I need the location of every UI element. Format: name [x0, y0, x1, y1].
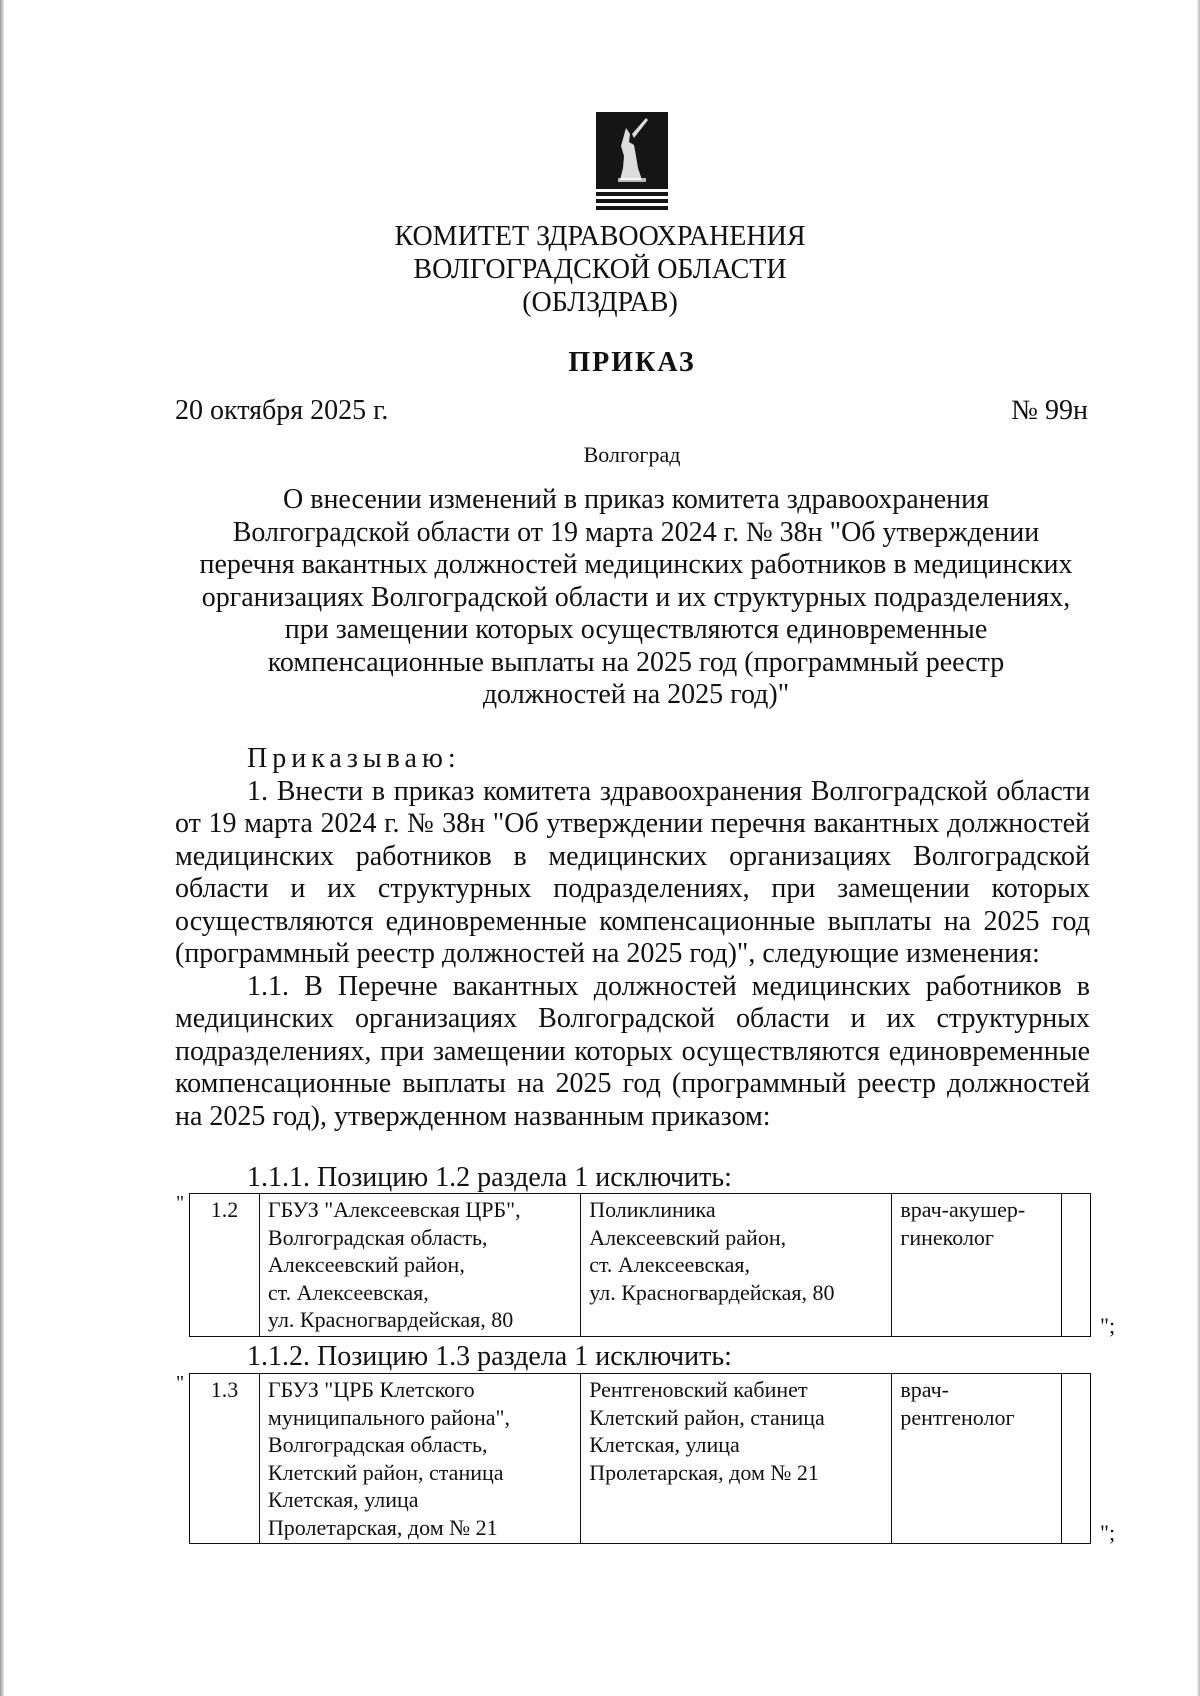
organization-cell — [259, 1194, 580, 1337]
quote-close: "; — [1100, 1520, 1116, 1545]
document-date: 20 октября 2025 г. — [175, 395, 389, 426]
title-line: организациях Волгоградской области и их структурных подразделениях, — [201, 581, 1071, 613]
position-number: 1.2 — [190, 1194, 260, 1337]
empty-cell — [1061, 1194, 1090, 1337]
order-body — [175, 743, 1090, 1133]
position-line: врач-акушер- — [900, 1197, 1026, 1222]
unit-cell — [581, 1194, 892, 1337]
position-line: гинеколог — [900, 1224, 994, 1250]
organization-cell — [259, 1374, 580, 1544]
item-heading: 1.1.2. Позицию 1.3 раздела 1 исключить: — [247, 1341, 732, 1372]
item-heading: 1.1.1. Позицию 1.2 раздела 1 исключить: — [247, 1162, 732, 1193]
position-cell — [892, 1374, 1061, 1544]
table-row — [190, 1374, 1091, 1544]
title-line: при замещении которых осуществляются единовременные — [284, 614, 988, 645]
document-type: ПРИКАЗ — [568, 347, 696, 378]
unit-line: ул. Красногвардейская, 80 — [589, 1279, 835, 1305]
issuer-line-2: ВОЛГОГРАДСКОЙ ОБЛАСТИ — [413, 254, 787, 285]
unit-line: Рентгеновский кабинет — [589, 1377, 808, 1402]
issuer-line-3: (ОБЛЗДРАВ) — [522, 287, 678, 318]
position-table — [189, 1193, 1091, 1337]
unit-cell — [581, 1374, 892, 1544]
title-line: О внесении изменений в приказ комитета здравоохранения — [283, 484, 989, 515]
table-row — [190, 1194, 1091, 1337]
organization-line: муниципального района", — [267, 1404, 510, 1430]
unit-line: Пролетарская, дом № 21 — [589, 1459, 819, 1485]
document-city: Волгоград — [583, 442, 681, 467]
issuer-line-1: КОМИТЕТ ЗДРАВООХРАНЕНИЯ — [394, 221, 806, 252]
organization-line: ГБУЗ "Алексеевская ЦРБ", — [267, 1197, 521, 1222]
quote-open: " — [176, 1192, 185, 1214]
title-line: должностей на 2025 год)" — [482, 679, 790, 710]
title-line: Волгоградской области от 19 марта 2024 г. № 38н "Об утверждении — [232, 516, 1040, 548]
issuer-header — [0, 220, 1200, 320]
unit-line: Клетская, улица — [589, 1432, 740, 1457]
position-number: 1.3 — [190, 1374, 260, 1544]
position-line: рентгенолог — [900, 1404, 1015, 1430]
document-title — [160, 484, 1112, 712]
organization-line: Волгоградская область, — [267, 1432, 488, 1457]
document-number: № 99н — [1011, 395, 1088, 426]
organization-line: Клетская, улица — [267, 1487, 419, 1512]
unit-line: ст. Алексеевская, — [589, 1252, 751, 1277]
quote-close: "; — [1100, 1313, 1116, 1338]
order-word: Приказываю: — [247, 743, 461, 774]
position-table — [189, 1373, 1091, 1544]
quote-open: " — [176, 1372, 185, 1394]
organization-line: ГБУЗ "ЦРБ Клетского — [267, 1377, 475, 1402]
organization-line: ул. Красногвардейская, 80 — [267, 1307, 514, 1332]
position-cell — [892, 1194, 1061, 1337]
organization-line: Волгоградская область, — [267, 1224, 488, 1250]
unit-line: Клетский район, станица — [589, 1404, 825, 1430]
organization-line: Алексеевский район, — [267, 1252, 465, 1277]
organization-line: Пролетарская, дом № 21 — [267, 1514, 498, 1540]
volgograd-emblem-icon — [596, 112, 668, 210]
paragraph-1: 1. Внести в приказ комитета здравоохранения Волгоградской области от 19 марта 2024 г. № 38н "Об утверждении перечня вакантных должностей медицинских работников в медицинских организациях Волгоградской области и их структурных подразделениях, при замещении которых осуществляются единовременные компенсационные выплаты на 2025 год (программный реестр должностей на 2025 год)", следующие изменения: — [175, 775, 1090, 969]
unit-line: Алексеевский район, — [589, 1224, 787, 1250]
position-line: врач- — [900, 1377, 949, 1402]
organization-line: Клетский район, станица — [267, 1459, 504, 1485]
empty-cell — [1061, 1374, 1090, 1544]
paragraph-1-1: 1.1. В Перечне вакантных должностей медицинских работников в медицинских организациях Волгоградской области и их структурных подразделениях, при замещении которых осуществляются единовременные компенсационные выплаты на 2025 год (программный реестр должностей на 2025 год), утвержденном названным приказом: — [175, 970, 1090, 1132]
title-line: компенсационные выплаты на 2025 год (программный реестр — [267, 646, 1005, 678]
unit-line: Поликлиника — [589, 1197, 716, 1222]
title-line: перечня вакантных должностей медицинских работников в медицинских — [199, 549, 1073, 580]
organization-line: ст. Алексеевская, — [267, 1279, 429, 1305]
